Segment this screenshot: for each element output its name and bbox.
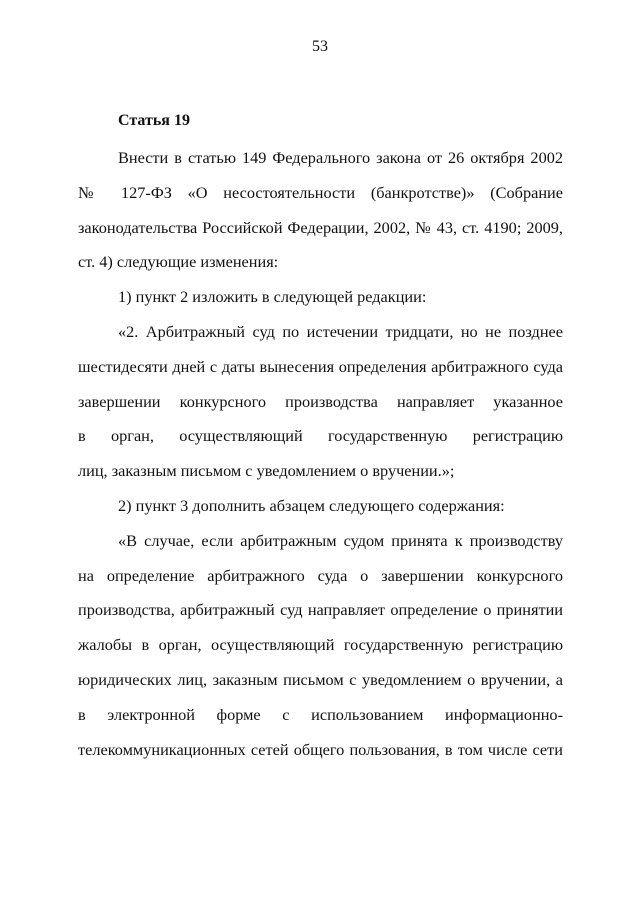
text-line: «2. Арбитражный суд по истечении тридцати, но не позднее xyxy=(118,321,563,341)
text-line: ст. 4) следующие изменения: xyxy=(78,252,279,272)
page-number: 53 xyxy=(312,38,328,55)
text-line: в орган, осуществляющий государственную регистрацию xyxy=(78,426,563,446)
text-line: телекоммуникационных сетей общего пользования, в том числе сети xyxy=(78,739,563,759)
text-line: юридических лиц, заказным письмом с уведомлением о вручении, а xyxy=(78,669,563,689)
document-body xyxy=(78,141,563,767)
text-line: производства, арбитражный суд направляет определение о принятии xyxy=(78,600,563,620)
text-line: Внести в статью 149 Федерального закона от 26 октября 2002 xyxy=(118,148,563,167)
text-line: шестидесяти дней с даты вынесения определения арбитражного суда xyxy=(78,356,563,376)
text-line: 1) пункт 2 изложить в следующей редакции: xyxy=(118,287,427,307)
text-line: лиц, заказным письмом с уведомлением о вручении.»; xyxy=(78,461,455,481)
article-title: Статья 19 xyxy=(118,112,190,129)
text-line: законодательства Российской Федерации, 2002, № 43, ст. 4190; 2009, xyxy=(78,217,563,237)
text-line: № 127-ФЗ «О несостоятельности (банкротстве)» (Собрание xyxy=(78,182,563,202)
text-line: «В случае, если арбитражным судом принята к производству xyxy=(118,530,563,550)
text-line: 2) пункт 3 дополнить абзацем следующего содержания: xyxy=(118,495,505,515)
text-line: жалобы в орган, осуществляющий государственную регистрацию xyxy=(78,635,563,655)
text-line: в электронной форме с использованием информационно- xyxy=(78,704,563,724)
text-line: на определение арбитражного суда о завершении конкурсного xyxy=(78,565,563,585)
text-line: завершении конкурсного производства направляет указанное xyxy=(78,391,563,411)
